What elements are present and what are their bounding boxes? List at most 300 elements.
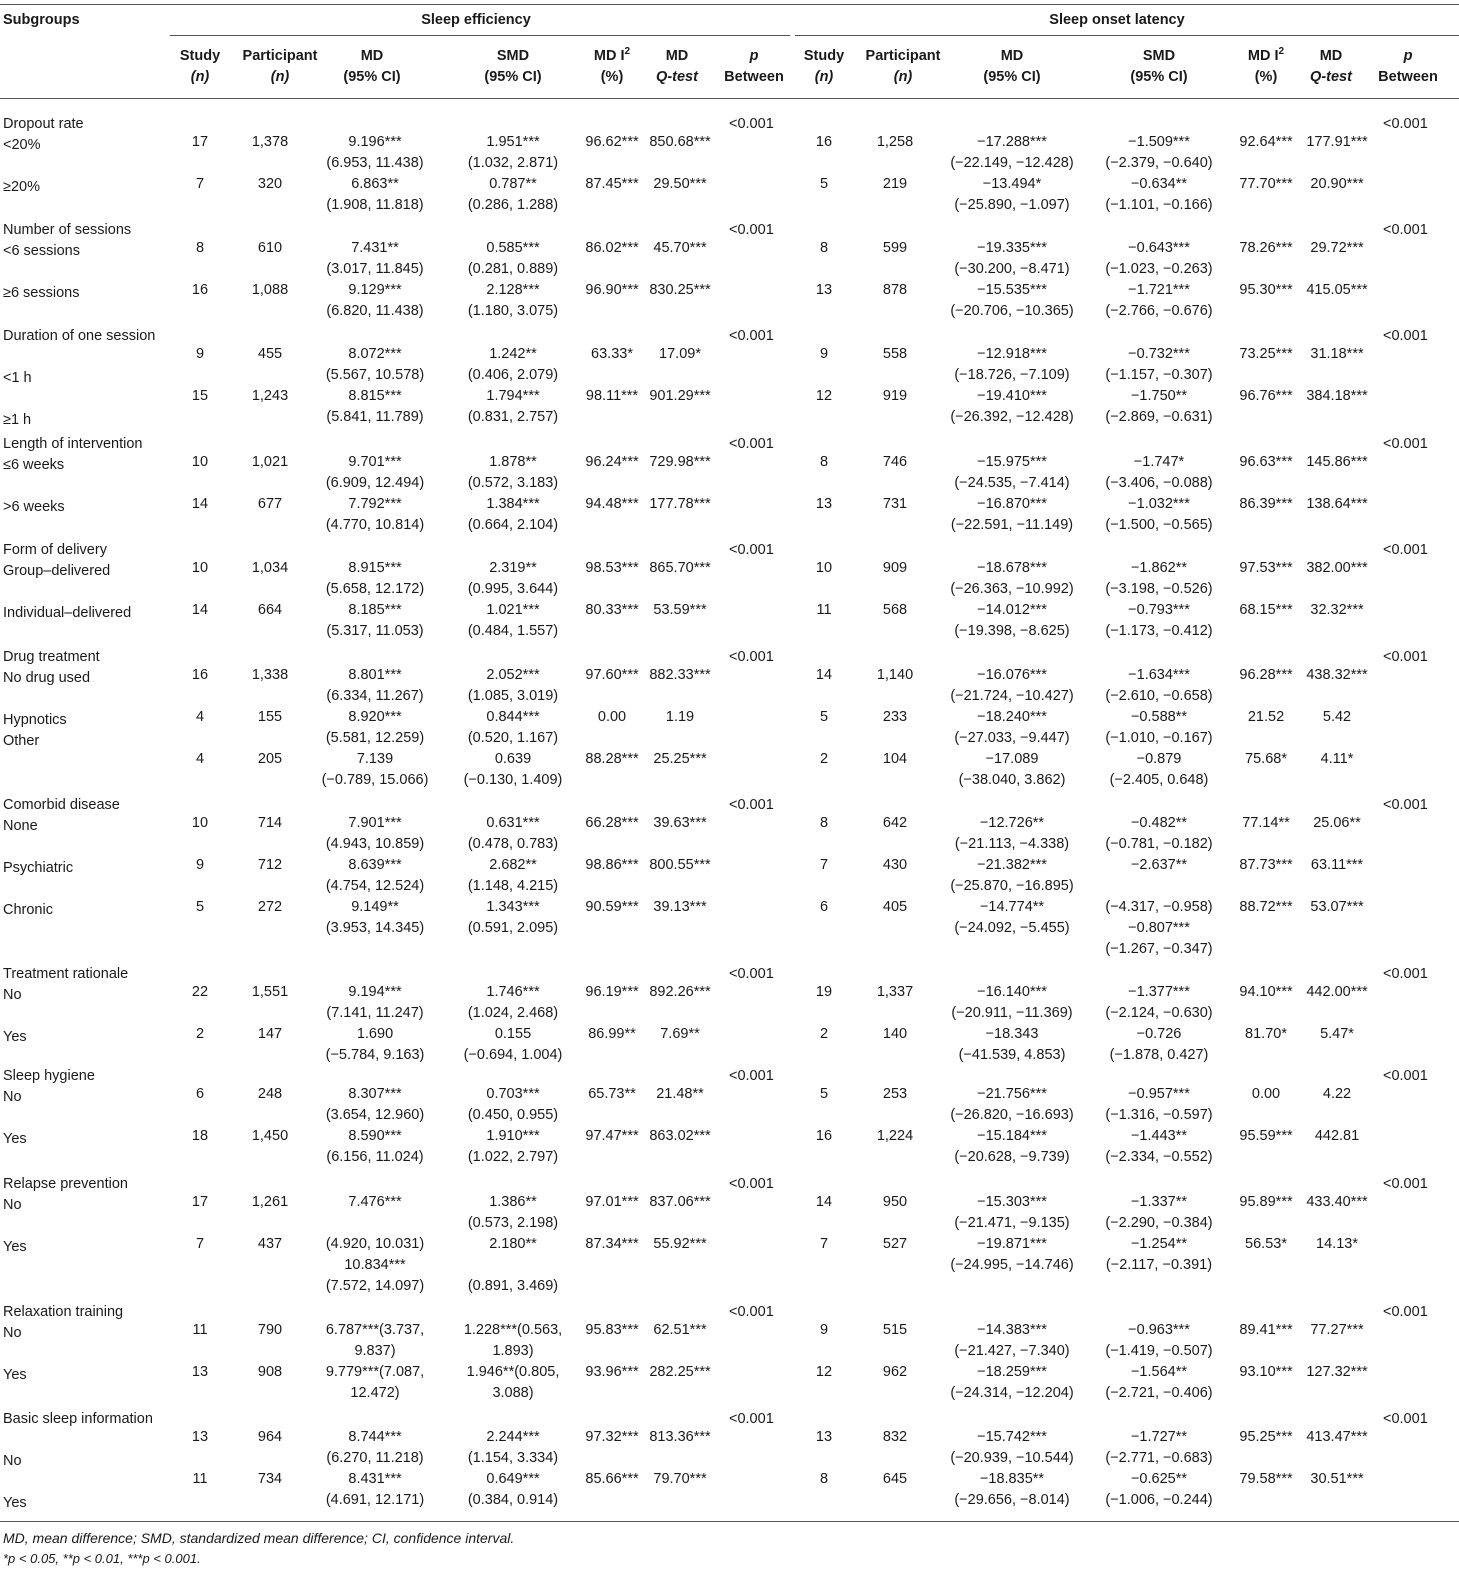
top-rule	[0, 4, 1459, 5]
sl-cell: 731	[882, 496, 908, 512]
se-cell: 908	[257, 1364, 283, 1380]
sl-cell: −0.482**	[1130, 815, 1188, 831]
se-cell: (1.022, 2.797)	[467, 1149, 559, 1165]
se-cell: 729.98***	[649, 454, 711, 470]
se-cell: (4.943, 10.859)	[325, 836, 425, 852]
se-cell: 790	[257, 1322, 283, 1338]
sl-cell: 89.41***	[1239, 1322, 1293, 1338]
sl-cell: 81.70*	[1245, 1026, 1287, 1042]
sl-cell: −18.678***	[977, 560, 1047, 576]
sl-cell: 919	[882, 388, 908, 404]
se-cell: 14	[191, 496, 209, 512]
se-cell: 25.25***	[653, 751, 707, 767]
sl-cell: −12.918***	[977, 346, 1047, 362]
sl-cell: (−21.113, −4.338)	[954, 836, 1070, 852]
subgroup-label-comorbid-2: Psychiatric	[3, 860, 74, 876]
subgroup-label-dropout-0: Dropout rate	[3, 116, 84, 132]
p-between-sl-drug: <0.001	[1383, 649, 1428, 665]
se-cell: (0.450, 0.955)	[467, 1107, 559, 1123]
p-between-se-relapse: <0.001	[729, 1176, 774, 1192]
se-cell: 98.53***	[585, 560, 639, 576]
subgroup-label-hygiene-0: Sleep hygiene	[3, 1068, 95, 1084]
se-cell: 1,088	[251, 282, 289, 298]
se-cell: 53.59***	[653, 602, 707, 618]
sl-col-header-p-between	[1368, 46, 1448, 88]
p-between-se-rationale: <0.001	[729, 966, 774, 982]
se-cell: 79.70***	[653, 1471, 707, 1487]
sl-cell: 20.90***	[1310, 176, 1364, 192]
sl-cell: (−2.721, −0.406)	[1105, 1385, 1213, 1401]
p-between-sl-relapse: <0.001	[1383, 1176, 1428, 1192]
subgroup-label-relaxation-0: Relaxation training	[3, 1304, 124, 1320]
se-cell: 7.431**	[351, 240, 399, 256]
se-col-header-smd-line1: SMD	[496, 48, 530, 64]
se-cell: 1.878**	[489, 454, 537, 470]
sl-cell: (−1.419, −0.507)	[1105, 1343, 1213, 1359]
p-between-sl-delivery: <0.001	[1383, 542, 1428, 558]
se-cell: 863.02***	[649, 1128, 711, 1144]
se-cell: 63.33*	[591, 346, 633, 362]
se-cell: 1.746***	[486, 984, 540, 1000]
se-cell: (5.567, 10.578)	[325, 367, 425, 383]
se-cell: 10	[191, 560, 209, 576]
sl-cell: 104	[882, 751, 908, 767]
sl-cell: 19	[815, 984, 833, 1000]
p-between-sl-sessions: <0.001	[1383, 222, 1428, 238]
subgroup-label-length-0: Length of intervention	[3, 436, 143, 452]
sl-cell: 95.25***	[1239, 1429, 1293, 1445]
se-cell: 882.33***	[649, 667, 711, 683]
sl-cell: 73.25***	[1239, 346, 1293, 362]
se-cell: 8.307***	[348, 1086, 402, 1102]
sl-cell: 8	[819, 1471, 829, 1487]
p-between-sl-length: <0.001	[1383, 436, 1428, 452]
sl-cell: 88.72***	[1239, 899, 1293, 915]
se-cell: 282.25***	[649, 1364, 711, 1380]
sl-cell: −0.963***	[1128, 1322, 1190, 1338]
se-cell: 12.472)	[350, 1385, 400, 1401]
sl-cell: (−24.995, −14.746)	[950, 1257, 1074, 1273]
sl-cell: −19.410***	[977, 388, 1047, 404]
se-cell: 10	[191, 815, 209, 831]
sl-cell: −18.240***	[977, 709, 1047, 725]
se-col-header-md-qtest	[642, 46, 712, 88]
sl-cell: (−29.656, −8.014)	[954, 1492, 1070, 1508]
subgroup-label-sessions-0: Number of sessions	[3, 222, 132, 238]
sl-cell: 95.89***	[1239, 1194, 1293, 1210]
se-cell: 2.180**	[489, 1236, 537, 1252]
se-cell: (6.156, 11.024)	[326, 1149, 424, 1165]
se-cell: 664	[257, 602, 283, 618]
se-cell: (1.024, 2.468)	[467, 1005, 559, 1021]
se-cell: (6.270, 11.218)	[326, 1450, 424, 1466]
se-cell: 88.28***	[585, 751, 639, 767]
sl-cell: 442.00***	[1306, 984, 1368, 1000]
sl-cell: −15.184***	[977, 1128, 1047, 1144]
se-cell: 98.11***	[585, 388, 639, 404]
sl-cell: 433.40***	[1306, 1194, 1368, 1210]
sl-cell: −16.870***	[977, 496, 1047, 512]
sl-cell: 568	[882, 602, 908, 618]
se-cell: 9.196***	[348, 134, 402, 150]
se-cell: 677	[257, 496, 283, 512]
sl-cell: 384.18***	[1306, 388, 1368, 404]
sl-cell: 95.30***	[1239, 282, 1293, 298]
p-between-sl-basic: <0.001	[1383, 1411, 1428, 1427]
sl-cell: (−1.267, −0.347)	[1105, 941, 1213, 957]
sl-col-header-md	[932, 46, 1092, 88]
se-col-header-md-i2-line1	[577, 46, 647, 67]
sl-cell: (−21.471, −9.135)	[954, 1215, 1070, 1231]
se-cell: 0.585***	[486, 240, 540, 256]
se-col-header-study-line1: Study	[179, 48, 221, 64]
se-cell: 8.185***	[348, 602, 402, 618]
sl-cell: 909	[882, 560, 908, 576]
se-cell: (0.484, 1.557)	[467, 623, 559, 639]
se-cell: (0.664, 2.104)	[467, 517, 559, 533]
sl-cell: (−1.010, −0.167)	[1105, 730, 1213, 746]
se-cell: 9.779***(7.087,	[325, 1364, 425, 1380]
se-cell: 80.33***	[585, 602, 639, 618]
sl-cell: 29.72***	[1310, 240, 1364, 256]
sl-cell: −1.032***	[1128, 496, 1190, 512]
sl-cell: (−18.726, −7.109)	[954, 367, 1070, 383]
se-cell: (0.573, 2.198)	[467, 1215, 559, 1231]
sl-cell: (−1.878, 0.427)	[1109, 1047, 1209, 1063]
sl-cell: −15.975***	[977, 454, 1047, 470]
se-col-header-smd	[438, 46, 588, 88]
sl-cell: −17.089	[985, 751, 1039, 767]
sl-cell: (−19.398, −8.625)	[954, 623, 1070, 639]
sl-cell: 30.51***	[1310, 1471, 1364, 1487]
se-cell: (7.141, 11.247)	[326, 1005, 424, 1021]
sl-cell: 642	[882, 815, 908, 831]
se-cell: 2	[195, 1026, 205, 1042]
sl-cell: 527	[882, 1236, 908, 1252]
se-cell: 1,034	[251, 560, 289, 576]
p-between-sl-dropout: <0.001	[1383, 116, 1428, 132]
se-cell: 0.631***	[486, 815, 540, 831]
p-between-sl-rationale: <0.001	[1383, 966, 1428, 982]
sl-cell: (−1.006, −0.244)	[1105, 1492, 1213, 1508]
sl-cell: (−2.334, −0.552)	[1105, 1149, 1213, 1165]
se-cell: 98.86***	[585, 857, 639, 873]
se-col-header-participant-line2: (n)	[270, 69, 290, 85]
sl-cell: −14.012***	[977, 602, 1047, 618]
se-cell: 813.36***	[649, 1429, 711, 1445]
subgroup-label-drug-1: No drug used	[3, 670, 91, 686]
se-cell: 901.29***	[649, 388, 711, 404]
se-cell: 177.78***	[649, 496, 711, 512]
sl-cell: 1,224	[876, 1128, 914, 1144]
sl-cell: 77.27***	[1310, 1322, 1364, 1338]
sl-cell: 94.10***	[1239, 984, 1293, 1000]
subgroup-label-rationale-0: Treatment rationale	[3, 966, 129, 982]
sl-cell: −12.726**	[979, 815, 1045, 831]
subgroup-label-delivery-1: Group–delivered	[3, 563, 111, 579]
sl-col-header-md-line2: (95% CI)	[983, 69, 1041, 85]
sl-cell: (−1.157, −0.307)	[1105, 367, 1213, 383]
sl-cell: (−2.405, 0.648)	[1109, 772, 1209, 788]
subgroup-label-duration-2: ≥1 h	[3, 412, 32, 428]
sl-cell: 9	[819, 1322, 829, 1338]
sl-cell: 13	[815, 282, 833, 298]
p-between-se-hygiene: <0.001	[729, 1068, 774, 1084]
sl-cell: −17.288***	[977, 134, 1047, 150]
sl-cell: (−20.706, −10.365)	[950, 303, 1074, 319]
se-cell: 2.244***	[486, 1429, 540, 1445]
sl-cell: −2.637**	[1130, 857, 1188, 873]
sl-cell: 31.18***	[1310, 346, 1364, 362]
sl-cell: (−1.173, −0.412)	[1105, 623, 1213, 639]
se-cell: 2.052***	[486, 667, 540, 683]
se-cell: (1.154, 3.334)	[467, 1450, 559, 1466]
sl-cell: 9	[819, 346, 829, 362]
se-cell: 714	[257, 815, 283, 831]
se-col-header-md-i2	[577, 46, 647, 88]
sl-cell: −18.835**	[979, 1471, 1045, 1487]
p-between-se-dropout: <0.001	[729, 116, 774, 132]
sl-cell: 75.68*	[1245, 751, 1287, 767]
se-col-header-md-i2-line2: (%)	[600, 69, 624, 85]
se-cell: 87.34***	[585, 1236, 639, 1252]
sl-col-header-participant-line1: Participant	[865, 48, 941, 64]
se-cell: 15	[191, 388, 209, 404]
sl-cell: 832	[882, 1429, 908, 1445]
sl-col-header-smd-line1: SMD	[1142, 48, 1176, 64]
sl-cell: 438.32***	[1306, 667, 1368, 683]
sl-cell: 77.70***	[1239, 176, 1293, 192]
sl-cell: 56.53*	[1245, 1236, 1287, 1252]
subgroup-label-basic-1: No	[3, 1453, 22, 1469]
sl-cell: 878	[882, 282, 908, 298]
sl-col-header-smd-line2: (95% CI)	[1130, 69, 1188, 85]
se-cell: 5	[195, 899, 205, 915]
sl-cell: −0.793***	[1128, 602, 1190, 618]
se-cell: 8.801***	[348, 667, 402, 683]
se-cell: 45.70***	[653, 240, 707, 256]
sl-cell: 14.13*	[1316, 1236, 1358, 1252]
sl-col-header-md-qtest-line2: Q-test	[1310, 69, 1352, 85]
sl-cell: (−2.379, −0.640)	[1105, 155, 1213, 171]
se-cell: 837.06***	[649, 1194, 711, 1210]
p-between-sl-relaxation: <0.001	[1383, 1304, 1428, 1320]
se-cell: 147	[257, 1026, 283, 1042]
sl-cell: 93.10***	[1239, 1364, 1293, 1380]
sl-cell: (−24.314, −12.204)	[950, 1385, 1074, 1401]
se-cell: 1,551	[251, 984, 289, 1000]
se-cell: 1.19	[665, 709, 695, 725]
sl-cell: (−26.363, −10.992)	[950, 581, 1074, 597]
subgroup-label-delivery-2: Individual–delivered	[3, 605, 132, 621]
sleep-efficiency-header: Sleep efficiency	[421, 12, 531, 28]
subgroup-label-length-1: ≤6 weeks	[3, 457, 65, 473]
se-cell: (3.953, 14.345)	[325, 920, 425, 936]
bottom-rule	[0, 1521, 1459, 1522]
sl-cell: 645	[882, 1471, 908, 1487]
p-between-se-basic: <0.001	[729, 1411, 774, 1427]
se-col-header-p-between	[714, 46, 794, 88]
sl-cell: 127.32***	[1306, 1364, 1368, 1380]
sl-cell: 5	[819, 709, 829, 725]
se-cell: 1,378	[251, 134, 289, 150]
sl-cell: (−20.628, −9.739)	[954, 1149, 1070, 1165]
se-cell: 8.590***	[348, 1128, 402, 1144]
sl-cell: (−22.591, −11.149)	[950, 517, 1074, 533]
sl-cell: 746	[882, 454, 908, 470]
se-cell: (5.841, 11.789)	[326, 409, 424, 425]
sl-cell: 87.73***	[1239, 857, 1293, 873]
se-cell: 95.83***	[585, 1322, 639, 1338]
sl-cell: −15.742***	[977, 1429, 1047, 1445]
sl-cell: 950	[882, 1194, 908, 1210]
se-cell: (0.591, 2.095)	[467, 920, 559, 936]
se-cell: (−0.694, 1.004)	[463, 1047, 563, 1063]
se-cell: 850.68***	[649, 134, 711, 150]
se-cell: 29.50***	[653, 176, 707, 192]
sl-cell: −18.343	[985, 1026, 1039, 1042]
sl-col-header-md-i2-line1	[1231, 46, 1301, 67]
sl-cell: (−30.200, −8.471)	[954, 261, 1070, 277]
sl-cell: −1.564**	[1130, 1364, 1188, 1380]
se-cell: 1,021	[251, 454, 289, 470]
sl-cell: (−1.023, −0.263)	[1105, 261, 1213, 277]
sl-cell: (−1.316, −0.597)	[1105, 1107, 1213, 1123]
se-cell: 17	[191, 134, 209, 150]
sl-cell: (−25.890, −1.097)	[954, 197, 1070, 213]
se-cell: 1.386**	[489, 1194, 537, 1210]
sl-cell: 962	[882, 1364, 908, 1380]
se-cell: (0.520, 1.167)	[467, 730, 559, 746]
se-cell: (−5.784, 9.163)	[325, 1047, 425, 1063]
se-cell: 8.431***	[348, 1471, 402, 1487]
sl-cell: 233	[882, 709, 908, 725]
se-cell: 830.25***	[649, 282, 711, 298]
sl-cell: 253	[882, 1086, 908, 1102]
se-cell: 96.24***	[585, 454, 639, 470]
se-cell: (6.820, 11.438)	[326, 303, 424, 319]
se-cell: 155	[257, 709, 283, 725]
p-between-se-drug: <0.001	[729, 649, 774, 665]
sl-cell: (−26.392, −12.428)	[950, 409, 1074, 425]
sl-cell: (−2.869, −0.631)	[1105, 409, 1213, 425]
sl-cell: 95.59***	[1239, 1128, 1293, 1144]
se-cell: 0.639	[494, 751, 532, 767]
header-rule-right	[795, 35, 1459, 36]
se-cell: 1.946**(0.805,	[466, 1364, 560, 1380]
se-cell: (5.658, 12.172)	[325, 581, 425, 597]
se-cell: 0.649***	[486, 1471, 540, 1487]
se-cell: 1.893)	[492, 1343, 534, 1359]
se-cell: 8.639***	[348, 857, 402, 873]
se-cell: 3.088)	[492, 1385, 534, 1401]
se-col-header-p-between-line2: Between	[724, 69, 784, 85]
se-col-header-study-line2: (n)	[190, 69, 210, 85]
sl-cell: 415.05***	[1306, 282, 1368, 298]
se-col-header-md-qtest-line1: MD	[665, 48, 689, 64]
se-cell: 0.787**	[489, 176, 537, 192]
se-cell: (1.032, 2.871)	[467, 155, 559, 171]
subgroup-label-sessions-2: ≥6 sessions	[3, 285, 80, 301]
subgroup-label-dropout-2: ≥20%	[3, 179, 40, 195]
se-cell: 7.901***	[348, 815, 402, 831]
sl-cell: 5.47*	[1320, 1026, 1354, 1042]
i2-superscript: 2	[624, 46, 631, 58]
sl-cell: (−1.101, −0.166)	[1105, 197, 1213, 213]
sl-cell: (−20.911, −11.369)	[951, 1005, 1073, 1021]
se-cell: 55.92***	[653, 1236, 707, 1252]
sl-cell: −18.259***	[977, 1364, 1047, 1380]
subgroup-label-drug-2: Hypnotics	[3, 712, 67, 728]
se-cell: 62.51***	[653, 1322, 707, 1338]
sl-cell: −0.588**	[1130, 709, 1188, 725]
sl-cell: 79.58***	[1239, 1471, 1293, 1487]
subgroup-label-basic-0: Basic sleep information	[3, 1411, 153, 1427]
subgroup-label-dropout-1: <20%	[3, 137, 41, 153]
se-cell: 8.744***	[348, 1429, 402, 1445]
se-cell: 1.228***(0.563,	[463, 1322, 563, 1338]
sl-cell: 16	[815, 134, 833, 150]
sl-cell: 32.32***	[1310, 602, 1364, 618]
se-cell: 734	[257, 1471, 283, 1487]
se-cell: 7	[195, 1236, 205, 1252]
se-cell: 94.48***	[585, 496, 639, 512]
sl-cell: 14	[815, 1194, 833, 1210]
subgroup-label-duration-1: <1 h	[3, 370, 32, 386]
se-cell: 9	[195, 346, 205, 362]
md-i2-label: MD I	[593, 48, 625, 64]
se-col-header-smd-line2: (95% CI)	[484, 69, 542, 85]
sl-cell: 413.47***	[1306, 1429, 1368, 1445]
sl-cell: 86.39***	[1239, 496, 1293, 512]
se-col-header-md-line2: (95% CI)	[343, 69, 401, 85]
sl-cell: 219	[882, 176, 908, 192]
sl-cell: (−3.406, −0.088)	[1105, 475, 1213, 491]
sl-cell: (−20.939, −10.544)	[950, 1450, 1074, 1466]
se-cell: (0.831, 2.757)	[467, 409, 559, 425]
se-cell: 6.787***(3.737,	[325, 1322, 425, 1338]
sl-cell: 2	[819, 1026, 829, 1042]
se-cell: 11	[192, 1471, 208, 1487]
sl-cell: 405	[882, 899, 908, 915]
se-cell: 800.55***	[649, 857, 711, 873]
se-cell: 97.60***	[585, 667, 639, 683]
se-cell: 1.343***	[486, 899, 540, 915]
se-cell: 6	[195, 1086, 205, 1102]
se-cell: (4.754, 12.524)	[325, 878, 425, 894]
sl-cell: −0.879	[1136, 751, 1182, 767]
subgroup-label-relapse-0: Relapse prevention	[3, 1176, 128, 1192]
se-col-header-study	[170, 46, 230, 88]
sl-cell: 77.14**	[1242, 815, 1290, 831]
sl-cell: 68.15***	[1239, 602, 1293, 618]
se-cell: 2.682**	[489, 857, 537, 873]
se-cell: 205	[257, 751, 283, 767]
se-cell: 90.59***	[585, 899, 639, 915]
sl-cell: 430	[882, 857, 908, 873]
subgroup-label-relaxation-2: Yes	[3, 1367, 27, 1383]
se-cell: 610	[257, 240, 283, 256]
sl-cell: −16.076***	[977, 667, 1047, 683]
sl-cell: 96.28***	[1239, 667, 1293, 683]
i2-superscript: 2	[1278, 46, 1285, 58]
se-cell: 712	[257, 857, 283, 873]
se-cell: 22	[191, 984, 209, 1000]
sl-cell: 177.91***	[1306, 134, 1368, 150]
se-cell: 11	[192, 1322, 208, 1338]
se-cell: 17	[191, 1194, 209, 1210]
sl-cell: (−0.781, −0.182)	[1105, 836, 1213, 852]
